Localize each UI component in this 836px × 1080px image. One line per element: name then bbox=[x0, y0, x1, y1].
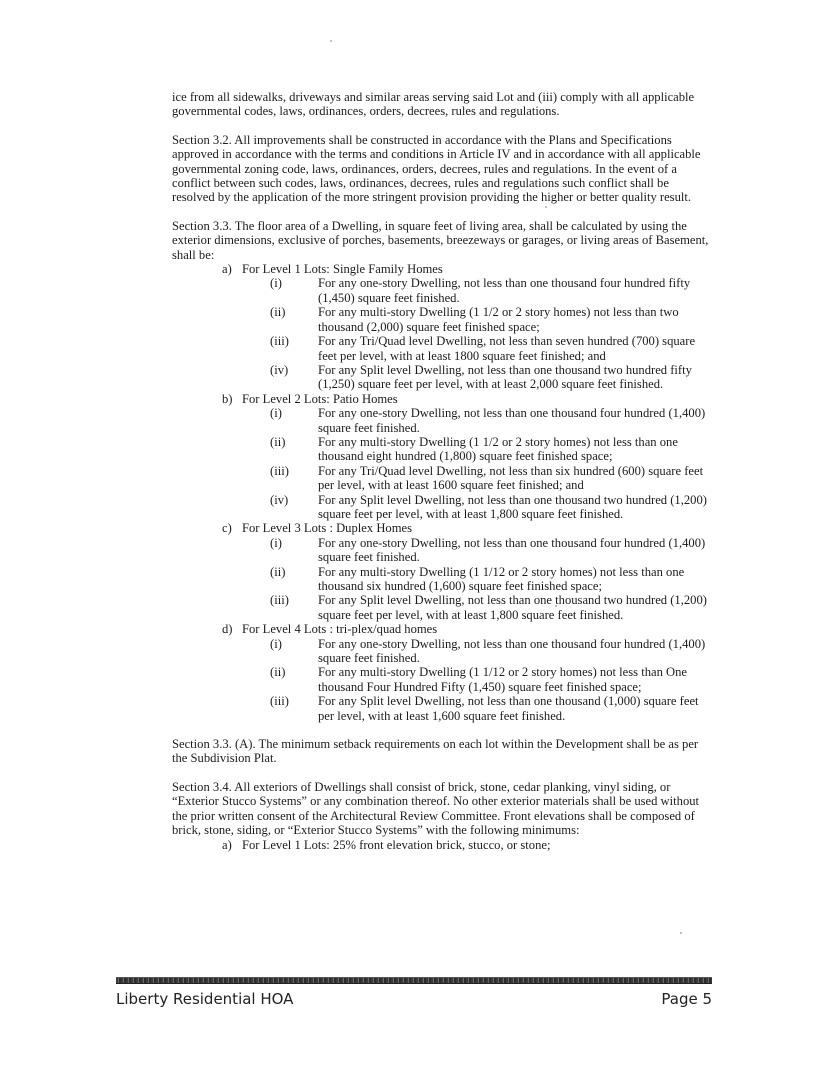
item-number: (iv) bbox=[270, 362, 289, 377]
section-3-3-paragraph: Section 3.3. The floor area of a Dwelling, in square feet of living area, shall be calculated by using the exterior dimensions, exclusive of porches, basements, breezeways or garages, or living areas of Basement, shall be: bbox=[172, 218, 709, 262]
item-text: For Level 1 Lots: 25% front elevation brick, stucco, or stone; bbox=[242, 837, 551, 852]
level-letter: b) bbox=[222, 391, 233, 406]
list-item bbox=[172, 665, 712, 694]
item-number: (iii) bbox=[270, 694, 289, 709]
item-text: For any Split level Dwelling, not less than one thousand two hundred fifty (1,250) square feet per level, with at least 2,000 square feet finished. bbox=[318, 362, 692, 392]
section-3-4-paragraph: Section 3.4. All exteriors of Dwellings shall consist of brick, stone, cedar planking, vinyl siding, or “Exterior Stucco Systems” or any combination thereof. No other exterior materials shall be used without the prior written consent of the Architectural Review Committee. Front elevations shall be composed of brick, stone, siding, or “Exterior Stucco Systems” with the following minimums: bbox=[172, 779, 700, 838]
item-text: For any multi-story Dwelling (1 1/12 or 2 story homes) not less than one thousand six hundred (1,600) square feet finished space; bbox=[318, 564, 685, 593]
level-heading bbox=[172, 521, 712, 535]
list-item bbox=[172, 536, 712, 565]
item-number: (i) bbox=[270, 535, 282, 550]
item-text: For any one-story Dwelling, not less than one thousand four hundred (1,400) square feet finished. bbox=[318, 535, 706, 565]
item-number: (ii) bbox=[270, 665, 286, 680]
item-number: (ii) bbox=[270, 305, 286, 320]
scan-speck bbox=[330, 40, 332, 42]
level-title: For Level 4 Lots : tri-plex/quad homes bbox=[242, 622, 438, 637]
item-text: For any multi-story Dwelling (1 1/2 or 2 story homes) not less than two thousand (2,000) square feet finished space; bbox=[318, 305, 679, 334]
footer-rule bbox=[116, 977, 712, 984]
level-title: For Level 2 Lots: Patio Homes bbox=[242, 391, 398, 406]
item-text: For any multi-story Dwelling (1 1/2 or 2 story homes) not less than one thousand eight hundred (1,800) square feet finished space; bbox=[318, 434, 678, 464]
list-item bbox=[172, 464, 712, 493]
list-item bbox=[172, 305, 712, 334]
list-item bbox=[172, 276, 712, 305]
footer-title: Liberty Residential HOA bbox=[116, 990, 294, 1008]
item-number: (iii) bbox=[270, 593, 289, 608]
item-text: For any Split level Dwelling, not less than one thousand (1,000) square feet per level, with at least 1,600 square feet finished. bbox=[318, 694, 699, 723]
item-text: For any Split level Dwelling, not less than one thousand two hundred (1,200) square feet per level, with at least 1,800 square feet finished. bbox=[318, 492, 707, 521]
item-text: For any Split level Dwelling, not less than one thousand two hundred (1,200) square feet per level, with at least 1,800 square feet finished. bbox=[318, 593, 707, 622]
level-title: For Level 3 Lots : Duplex Homes bbox=[242, 521, 412, 536]
item-number: (i) bbox=[270, 276, 282, 291]
item-number: (i) bbox=[270, 636, 282, 651]
level-list bbox=[172, 262, 712, 723]
item-text: For any one-story Dwelling, not less than one thousand four hundred fifty (1,450) square feet finished. bbox=[318, 276, 691, 305]
item-number: (iii) bbox=[270, 334, 289, 349]
page-number: Page 5 bbox=[661, 990, 712, 1008]
level-heading bbox=[172, 262, 712, 276]
item-number: (iv) bbox=[270, 492, 289, 507]
item-text: For any one-story Dwelling, not less than one thousand four hundred (1,400) square feet finished. bbox=[318, 636, 706, 666]
list-item bbox=[172, 593, 712, 622]
section-3-2-paragraph: Section 3.2. All improvements shall be constructed in accordance with the Plans and Specifications approved in accordance with the terms and conditions in Article IV and in accordance with all applicable governmental zoning code, laws, ordinances, orders, decrees, rules and regulations. In the event of a conflict between such codes, laws, ordinances, decrees, rules and regulations such conflict shall be resolved by the application of the more stringent provision providing the higher or better quality result. bbox=[172, 132, 701, 205]
item-number: (iii) bbox=[270, 463, 289, 478]
list-item bbox=[172, 334, 712, 363]
level-letter: c) bbox=[222, 521, 232, 536]
list-item bbox=[172, 363, 712, 392]
section-3-3-a-paragraph: Section 3.3. (A). The minimum setback requirements on each lot within the Development shall be as per the Subdivision Plat. bbox=[172, 737, 699, 766]
level-heading bbox=[172, 392, 712, 406]
document-body bbox=[172, 90, 712, 852]
list-item bbox=[172, 435, 712, 464]
list-item bbox=[172, 565, 712, 594]
item-number: (i) bbox=[270, 406, 282, 421]
level-letter: d) bbox=[222, 622, 233, 637]
paragraph-gap bbox=[172, 723, 712, 737]
item-letter: a) bbox=[222, 837, 232, 852]
level-heading bbox=[172, 622, 712, 636]
level-letter: a) bbox=[222, 262, 232, 277]
list-item bbox=[172, 694, 712, 723]
item-text: For any Tri/Quad level Dwelling, not less than six hundred (600) square feet per level, with at least 1600 square feet finished; and bbox=[318, 463, 704, 493]
section-3-4-item bbox=[172, 838, 712, 852]
item-text: For any Tri/Quad level Dwelling, not less than seven hundred (700) square feet per level, with at least 1800 square feet finished; and bbox=[318, 334, 696, 363]
list-item bbox=[172, 493, 712, 522]
level-title: For Level 1 Lots: Single Family Homes bbox=[242, 262, 443, 277]
list-item bbox=[172, 406, 712, 435]
item-text: For any one-story Dwelling, not less than one thousand four hundred (1,400) square feet finished. bbox=[318, 406, 706, 435]
list-item bbox=[172, 637, 712, 666]
item-text: For any multi-story Dwelling (1 1/12 or 2 story homes) not less than One thousand Four Hundred Fifty (1,450) square feet finished space; bbox=[318, 665, 688, 694]
item-number: (ii) bbox=[270, 434, 286, 449]
intro-paragraph: ice from all sidewalks, driveways and similar areas serving said Lot and (iii) comply with all applicable governmental codes, laws, ordinances, orders, decrees, rules and regulations. bbox=[172, 90, 695, 119]
scan-speck bbox=[680, 932, 682, 934]
item-number: (ii) bbox=[270, 564, 286, 579]
